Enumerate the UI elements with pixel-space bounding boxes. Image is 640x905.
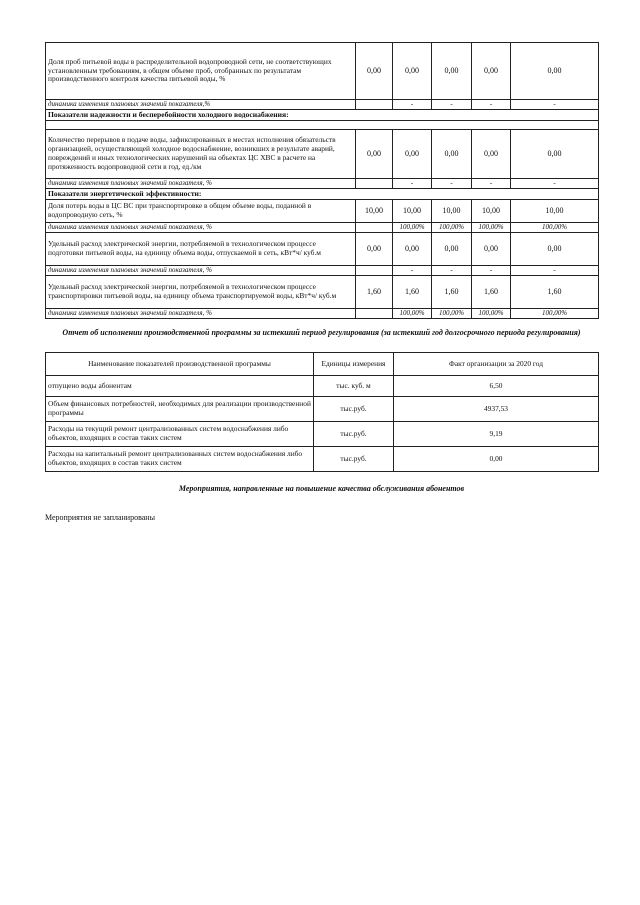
column-header-name: Наименование показателей производственной программы [46, 353, 314, 376]
unit-cell: тыс.руб. [314, 397, 394, 422]
table-row [46, 397, 599, 422]
indicator-name: отпущено воды абонентам [46, 376, 314, 397]
value-cell: 0,00 [472, 130, 511, 179]
value-cell: 1,60 [356, 276, 393, 309]
indicator-row [46, 200, 599, 223]
indicator-name: Удельный расход электрической энергии, потребляемой в технологическом процессе транспортировки питьевой воды, на единицу объема транспортируемой воды, кВт*ч/ куб.м [46, 276, 356, 309]
indicator-name: динамика изменения плановых значений показателя,% [46, 100, 356, 110]
value-cell: 100,00% [393, 223, 432, 233]
indicator-name: динамика изменения плановых значений показателя, % [46, 223, 356, 233]
indicator-name: Доля проб питьевой воды в распределительной водопроводной сети, не соответствующих установленным требованиям, в общем объеме проб, отобранных по результатам производственного контроля качества питьевой воды, % [46, 43, 356, 100]
indicator-name: динамика изменения плановых значений показателя, % [46, 179, 356, 189]
value-cell: 100,00% [432, 309, 472, 319]
indicator-name: Количество перерывов в подаче воды, зафиксированных в местах исполнения обязательств организацией, осуществляющей холодное водоснабжение, возникших в результате аварий, повреждений и иных технологических нарушений на объектах ЦС ХВС в расчете на протяженность водопроводной сети в год, ед./км [46, 130, 356, 179]
value-cell [356, 266, 393, 276]
value-cell [356, 223, 393, 233]
unit-cell: тыс.руб. [314, 447, 394, 472]
spacer-cell [46, 121, 599, 130]
value-cell: 0,00 [393, 43, 432, 100]
value-cell: - [393, 266, 432, 276]
value-cell: 0,00 [511, 233, 599, 266]
column-header-fact: Факт организации за 2020 год [394, 353, 599, 376]
value-cell: - [472, 100, 511, 110]
indicators-table [45, 42, 599, 319]
table-header-row [46, 353, 599, 376]
value-cell: - [432, 100, 472, 110]
value-cell: - [511, 100, 599, 110]
value-cell: 0,00 [432, 233, 472, 266]
value-cell: 0,00 [356, 130, 393, 179]
indicator-row [46, 43, 599, 100]
indicator-row [46, 233, 599, 266]
value-cell: - [511, 266, 599, 276]
production-program-table [45, 352, 599, 472]
value-cell: 0,00 [432, 43, 472, 100]
indicator-row [46, 130, 599, 179]
measures-caption: Мероприятия, направленные на повышение качества обслуживания абонентов [178, 484, 465, 493]
table-row [46, 376, 599, 397]
value-cell [356, 309, 393, 319]
section-title: Показатели надежности и бесперебойности холодного водоснабжения: [46, 110, 599, 121]
value-cell: 0,00 [393, 130, 432, 179]
value-cell: 100,00% [432, 223, 472, 233]
indicator-name: Расходы на текущий ремонт централизованных систем водоснабжения либо объектов, входящих в состав таких систем [46, 422, 314, 447]
section-header-row [46, 110, 599, 121]
value-cell: - [472, 266, 511, 276]
value-cell: 0,00 [511, 43, 599, 100]
value-cell: 0,00 [511, 130, 599, 179]
value-cell: 10,00 [511, 200, 599, 223]
value-cell: 10,00 [356, 200, 393, 223]
value-cell: - [432, 266, 472, 276]
value-cell: 0,00 [393, 233, 432, 266]
value-cell: 10,00 [432, 200, 472, 223]
value-cell: 10,00 [393, 200, 432, 223]
indicator-name: Объем финансовых потребностей, необходимых для реализации производственной программы [46, 397, 314, 422]
indicator-row [46, 276, 599, 309]
unit-cell: тыс.руб. [314, 422, 394, 447]
value-cell: 100,00% [472, 223, 511, 233]
value-cell: 0,00 [472, 233, 511, 266]
dynamics-row [46, 100, 599, 110]
value-cell: - [472, 179, 511, 189]
measures-note: Мероприятия не запланированы [45, 513, 155, 522]
value-cell: 100,00% [511, 309, 599, 319]
report-caption: Отчет об исполнении производственной программы за истекший период регулирования (за истекший год долгосрочного периода регулирования) [62, 328, 581, 337]
value-cell [356, 179, 393, 189]
value-cell: 100,00% [511, 223, 599, 233]
value-cell: 100,00% [472, 309, 511, 319]
value-cell: 10,00 [472, 200, 511, 223]
fact-value: 9,19 [394, 422, 599, 447]
indicator-name: динамика изменения плановых значений показателя, % [46, 309, 356, 319]
section-title: Показатели энергетической эффективности: [46, 189, 599, 200]
value-cell: - [511, 179, 599, 189]
indicator-name: Расходы на капитальный ремонт централизованных систем водоснабжения либо объектов, входящих в состав таких систем [46, 447, 314, 472]
value-cell: 0,00 [356, 233, 393, 266]
value-cell: 100,00% [393, 309, 432, 319]
table-row [46, 422, 599, 447]
indicator-name: динамика изменения плановых значений показателя, % [46, 266, 356, 276]
value-cell: - [432, 179, 472, 189]
value-cell: 0,00 [432, 130, 472, 179]
value-cell: 1,60 [432, 276, 472, 309]
fact-value: 4937,53 [394, 397, 599, 422]
value-cell: 1,60 [511, 276, 599, 309]
indicator-name: Доля потерь воды в ЦС ВС при транспортировке в общем объеме воды, поданной в водопроводную сеть, % [46, 200, 356, 223]
table-row [46, 447, 599, 472]
fact-value: 6,50 [394, 376, 599, 397]
unit-cell: тыс. куб. м [314, 376, 394, 397]
column-header-unit: Единицы измерения [314, 353, 394, 376]
value-cell: 1,60 [393, 276, 432, 309]
dynamics-row [46, 223, 599, 233]
value-cell: 0,00 [472, 43, 511, 100]
spacer-row [46, 121, 599, 130]
value-cell [356, 100, 393, 110]
indicator-name: Удельный расход электрической энергии, потребляемой в технологическом процессе подготовки питьевой воды, на единицу объема воды, отпускаемой в сеть, кВт*ч/ куб.м [46, 233, 356, 266]
dynamics-row [46, 266, 599, 276]
section-header-row [46, 189, 599, 200]
value-cell: 0,00 [356, 43, 393, 100]
value-cell: - [393, 100, 432, 110]
value-cell: - [393, 179, 432, 189]
dynamics-row [46, 179, 599, 189]
value-cell: 1,60 [472, 276, 511, 309]
fact-value: 0,00 [394, 447, 599, 472]
dynamics-row [46, 309, 599, 319]
